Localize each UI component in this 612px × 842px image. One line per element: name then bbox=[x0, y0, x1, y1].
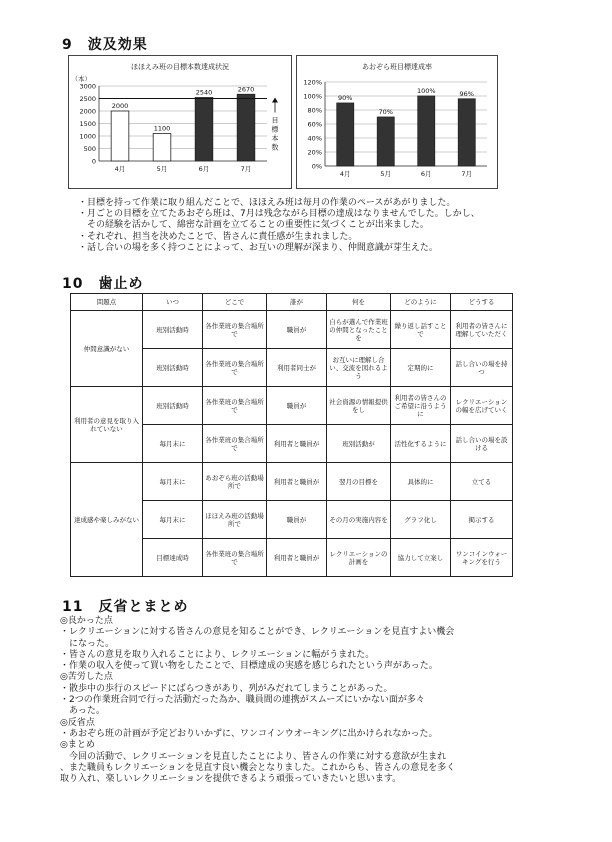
chart-hohoemi-svg bbox=[69, 56, 291, 188]
problem-cell: 仲間意識がない bbox=[71, 311, 143, 387]
table-cell: 掲示する bbox=[451, 501, 513, 539]
bar bbox=[418, 96, 435, 166]
review-line: あった。 bbox=[60, 706, 105, 717]
table-cell: 目標達成時 bbox=[143, 539, 203, 577]
table-cell: 話し合いの場を設ける bbox=[451, 425, 513, 463]
table-cell: お互いに理解し合い、交流を図れるよう bbox=[327, 349, 391, 387]
header-cell: どこで bbox=[203, 294, 267, 311]
table-cell: 立てる bbox=[451, 463, 513, 501]
table-row bbox=[71, 387, 513, 425]
x-tick-label: 5月 bbox=[380, 170, 392, 178]
target-label-char: 標 bbox=[271, 125, 279, 134]
data-label: 2540 bbox=[195, 88, 213, 97]
data-label: 70% bbox=[378, 108, 393, 116]
review-line: ・作業の収入を使って買い物をしたことで、目標達成の実感を感じられたという声があった。 bbox=[60, 661, 438, 672]
table-cell: 利用者と職員が bbox=[267, 539, 327, 577]
table-cell: 各作業班の集合場所で bbox=[203, 349, 267, 387]
y-tick-label: 3000 bbox=[79, 82, 96, 91]
header-cell: いつ bbox=[143, 294, 203, 311]
table-row bbox=[71, 463, 513, 501]
table-cell: 各作業班の集合場所で bbox=[203, 425, 267, 463]
bar bbox=[153, 134, 171, 162]
table-cell: 毎月末に bbox=[143, 501, 203, 539]
unit-label: （本） bbox=[71, 75, 91, 83]
x-tick-label: 6月 bbox=[420, 170, 432, 178]
table-cell: 自らが選んで作業班の仲間となったことを bbox=[327, 311, 391, 349]
table-cell: その月の実施内容を bbox=[327, 501, 391, 539]
y-tick-label: 0 bbox=[91, 157, 96, 166]
target-arrowhead bbox=[272, 98, 278, 103]
y-tick-label: 500 bbox=[83, 145, 96, 153]
table-cell: 班別活動時 bbox=[143, 387, 203, 425]
table-cell: 具体的に bbox=[391, 463, 451, 501]
bar bbox=[377, 117, 394, 166]
section-11-heading: 11 反省とまとめ bbox=[62, 599, 189, 615]
x-tick-label: 4月 bbox=[339, 170, 351, 178]
review-line: ・あおぞら班の計画が予定どおりいかずに、ワンコインウオーキングに出かけられなかった。 bbox=[60, 728, 438, 739]
y-tick-label: 100% bbox=[303, 92, 322, 101]
bar bbox=[111, 111, 129, 161]
data-label: 2000 bbox=[111, 102, 129, 110]
header-cell: 誰が bbox=[267, 294, 327, 311]
bar bbox=[195, 98, 213, 162]
section-10-heading: 10 歯止め bbox=[62, 276, 144, 292]
x-tick-label: 4月 bbox=[114, 165, 126, 173]
table-cell: 各作業班の集合場所で bbox=[203, 539, 267, 577]
bar bbox=[337, 103, 354, 166]
table-cell: 翌月の目標を bbox=[327, 463, 391, 501]
x-tick-label: 7月 bbox=[461, 170, 473, 178]
table-cell: レクリエーションの幅を広げていく bbox=[451, 387, 513, 425]
review-line: ◎苦労した点 bbox=[60, 672, 113, 683]
x-tick-label: 6月 bbox=[198, 165, 210, 173]
chart-aozora-svg bbox=[297, 56, 497, 188]
table-cell: 活性化するように bbox=[391, 425, 451, 463]
table-header-row bbox=[71, 294, 513, 311]
y-tick-label: 0% bbox=[311, 162, 322, 171]
effect-item: ・目標を持って作業に取り組んだことで、ほほえみ班は毎月の作業のペースがあがりました。 bbox=[78, 198, 456, 208]
x-tick-label: 5月 bbox=[156, 165, 168, 173]
table-cell: 利用者の皆さんのご希望に沿うように bbox=[391, 387, 451, 425]
table-cell: ワンコインウォーキングを行う bbox=[451, 539, 513, 577]
table-cell: 利用者と職員が bbox=[267, 425, 327, 463]
table-cell: 班別活動時 bbox=[143, 349, 203, 387]
table-cell: ほほえみ班の活動場所で bbox=[203, 501, 267, 539]
header-cell: どのように bbox=[391, 294, 451, 311]
review-line: になった。 bbox=[60, 638, 115, 649]
table-cell: グラフ化し bbox=[391, 501, 451, 539]
table-cell: 職員が bbox=[267, 387, 327, 425]
y-tick-label: 1000 bbox=[79, 132, 96, 141]
table-cell: 職員が bbox=[267, 311, 327, 349]
review-line: 、また職員もレクリエーションを見直す良い機会となりました。これからも、皆さんの意見を多く bbox=[60, 762, 456, 773]
table-cell: 利用者同士が bbox=[267, 349, 327, 387]
y-tick-label: 40% bbox=[307, 134, 322, 143]
review-line: 取り入れ、楽しいレクリエーションを提供できるよう頑張っていきたいと思います。 bbox=[60, 774, 402, 785]
table-cell: 毎月末に bbox=[143, 463, 203, 501]
table-cell: 話し合いの場を持つ bbox=[451, 349, 513, 387]
bar bbox=[237, 94, 255, 161]
data-label: 1100 bbox=[153, 124, 171, 133]
countermeasure-table bbox=[70, 293, 513, 577]
table-cell: 社会資源の情報提供をし bbox=[327, 387, 391, 425]
review-line: ◎まとめ bbox=[60, 740, 95, 751]
data-label: 96% bbox=[459, 89, 474, 98]
effect-item: ・それぞれ、担当を決めたことで、皆さんに責任感が生まれました。 bbox=[78, 231, 358, 242]
review-line: ・2つの作業班合同で行った活動だった為か、職員間の連携がスムーズにいかない面が多々 bbox=[60, 695, 425, 706]
header-cell: 問題点 bbox=[71, 294, 143, 311]
y-tick-label: 120% bbox=[303, 78, 322, 87]
table-cell: 各作業班の集合場所で bbox=[203, 387, 267, 425]
problem-cell: 達成感や楽しみがない bbox=[71, 463, 143, 577]
data-label: 2670 bbox=[237, 85, 255, 94]
review-text bbox=[60, 616, 560, 785]
table-cell: 毎月末に bbox=[143, 425, 203, 463]
chart-hohoemi-title: ほほえみ班の目標本数達成状況 bbox=[131, 63, 229, 71]
table-cell: 利用者と職員が bbox=[267, 463, 327, 501]
table-cell: 協力して立案し bbox=[391, 539, 451, 577]
y-tick-label: 20% bbox=[307, 148, 322, 157]
data-label: 90% bbox=[338, 94, 353, 102]
y-tick-label: 80% bbox=[307, 106, 322, 115]
table-cell: 利用者の皆さんに理解していただく bbox=[451, 311, 513, 349]
data-label: 100% bbox=[416, 87, 436, 95]
table-cell: 定期的に bbox=[391, 349, 451, 387]
table-cell: 班別活動が bbox=[327, 425, 391, 463]
review-line: ・レクリエーションに対する皆さんの意見を知ることができ、レクリエーションを見直すよい機会 bbox=[60, 627, 455, 638]
header-cell: どうする bbox=[451, 294, 513, 311]
table-cell: 班別活動時 bbox=[143, 311, 203, 349]
review-line: ・散歩中の歩行のスピードにばらつきがあり、列がみだれてしまうことがあった。 bbox=[60, 683, 393, 694]
target-label-char: 数 bbox=[271, 143, 279, 152]
y-tick-label: 1500 bbox=[79, 120, 96, 128]
x-tick-label: 7月 bbox=[240, 165, 252, 173]
table-row bbox=[71, 311, 513, 349]
chart-hohoemi bbox=[68, 55, 292, 189]
problem-cell: 利用者の意見を取り入れていない bbox=[71, 387, 143, 463]
header-cell: 何を bbox=[327, 294, 391, 311]
section-9-heading: 9 波及効果 bbox=[62, 37, 148, 53]
table-cell: 繰り返し話すことで bbox=[391, 311, 451, 349]
bar bbox=[458, 99, 475, 166]
effects-list bbox=[78, 198, 480, 254]
review-line: ◎良かった点 bbox=[60, 616, 113, 626]
chart-aozora-title: あおぞら班目標達成率 bbox=[362, 63, 432, 71]
review-line: ・皆さんの意見を取り入れることにより、レクリエーションに幅がうまれた。 bbox=[60, 649, 375, 660]
target-label-char: 目 bbox=[271, 116, 279, 125]
chart-aozora bbox=[296, 55, 498, 189]
review-line: 今回の活動で、レクリエーションを見直したことにより、皆さんの作業に対する意欲が生まれ bbox=[60, 751, 447, 762]
table-cell: 職員が bbox=[267, 501, 327, 539]
table-cell: レクリエーションの計画を bbox=[327, 539, 391, 577]
table-cell: 各作業班の集合場所で bbox=[203, 311, 267, 349]
effect-item: その経験を活かして、綿密な計画を立てることの重要性に気づくことが出来ました。 bbox=[78, 220, 429, 231]
target-label-char: 本 bbox=[271, 134, 279, 143]
y-tick-label: 2500 bbox=[79, 95, 96, 103]
review-line: ◎反省点 bbox=[60, 717, 95, 728]
y-tick-label: 60% bbox=[307, 120, 322, 129]
table-cell: あおぞら班の活動場所で bbox=[203, 463, 267, 501]
y-tick-label: 2000 bbox=[79, 107, 96, 116]
effect-item: ・月ごとの目標を立てたあおぞら班は、7月は残念ながら目標の達成はなりませんでした。しかし、 bbox=[78, 209, 480, 220]
effect-item: ・話し合いの場を多く持つことによって、お互いの理解が深まり、仲間意識が芽生えた。 bbox=[78, 242, 438, 253]
